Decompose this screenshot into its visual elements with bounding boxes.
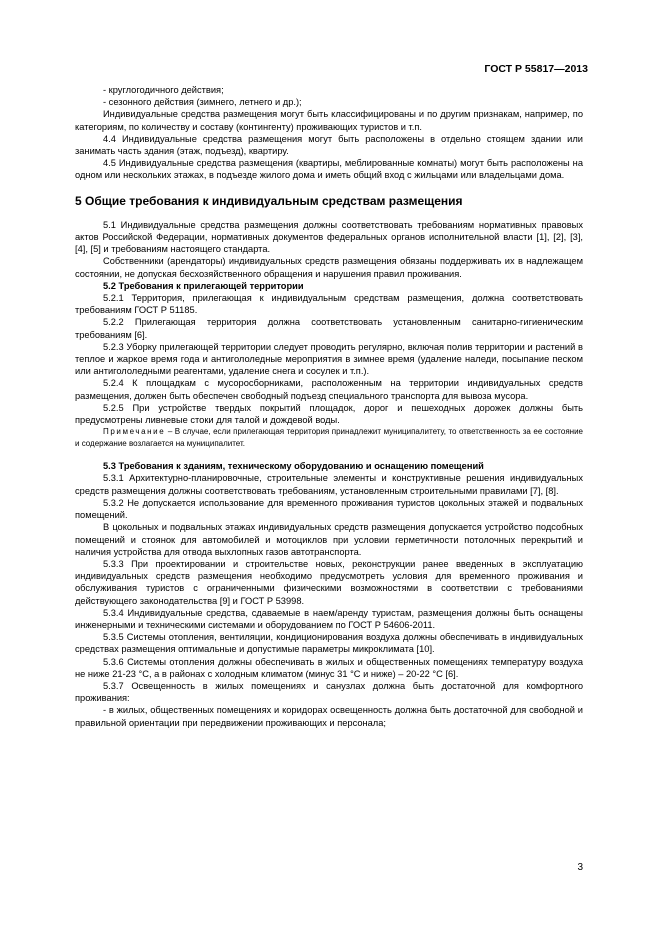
paragraph: 5.3.5 Системы отопления, вентиляции, кондиционирования воздуха должны обеспечивать в индивидуальных средствах размещения оптимальные и допустимые параметры микроклимата [10]. [75,632,583,655]
list-item: - круглогодичного действия; [103,85,224,95]
paragraph: 5.2.4 К площадкам с мусоросборниками, расположенным на территории индивидуальных средств размещения, должен быть обеспечен свободный подъезд специального транспорта для вывоза мусора. [75,378,583,401]
note-label: Примечание [103,427,166,437]
paragraph: 5.3.6 Системы отопления должны обеспечивать в жилых и общественных помещениях температуру воздуха не ниже 21-23 °С, а в районах с холодным климатом (минус 31 °С и ниже) – 20-22 °С [6]. [75,656,583,679]
note [75,426,583,449]
paragraph: Индивидуальные средства размещения могут быть классифицированы и по другим признакам, например, по категориям, по количеству и составу (контингенту) проживающих туристов и т.п. [75,109,583,132]
page-number: 3 [577,862,583,873]
subsection-title: 5.2 Требования к прилегающей территории [103,280,304,291]
subsection-title: 5.3 Требования к зданиям, техническому оборудованию и оснащению помещений [103,461,484,472]
standard-header: ГОСТ Р 55817—2013 [484,63,588,75]
paragraph: 4.4 Индивидуальные средства размещения могут быть расположены в отдельно стоящем здании или занимать часть здания (этаж, подъезд), квартиру. [75,133,583,157]
paragraph: 5.3.2 Не допускается использование для временного проживания туристов цокольных этажей и подвальных помещений. [75,497,583,521]
paragraph: 5.2.3 Уборку прилегающей территории следует проводить регулярно, включая полив территории и растений в теплое и жаркое время года и антигололедные мероприятия в зимнее время (удаление наледи, посыпание песком или антигололедными реагентами, удаление снега и сосулек и т.п.). [75,341,583,377]
paragraph: 5.2.5 При устройстве твердых покрытий площадок, дорог и пешеходных дорожек должны быть предусмотрены ливневые стоки для талой и дождевой воды. [75,402,583,426]
document-body [75,84,583,729]
section-title: 5 Общие требования к индивидуальным средствам размещения [75,193,463,208]
paragraph: 5.1 Индивидуальные средства размещения должны соответствовать требованиям нормативных правовых актов Российской Федерации, нормативных документов федеральных органов исполнительной власти [1], [2], [3], [4], [5] и требованиям настоящего стандарта. [75,219,583,255]
list-item: - сезонного действия (зимнего, летнего и др.); [103,97,302,108]
paragraph: 5.3.1 Архитектурно-планировочные, строительные элементы и конструктивные решения индивидуальных средств размещения должны соответствовать требованиям, установленным строительными правилами [7], [8]. [75,473,583,496]
paragraph: 5.3.3 При проектировании и строительстве новых, реконструкции ранее введенных в эксплуатацию индивидуальных средств размещения необходимо предусмотреть условия для временного проживания и обслуживания туристов с ограниченными физическими возможностями в соответствии с требованиями действующего законодательства [9] и ГОСТ Р 53998. [75,558,583,606]
paragraph: 4.5 Индивидуальные средства размещения (квартиры, меблированные комнаты) могут быть расположены на одном или нескольких этажах, в подъезде жилого дома и иметь общий вход с жильцами или владельцами дома. [75,158,583,181]
paragraph: В цокольных и подвальных этажах индивидуальных средств размещения допускается устройство подсобных помещений и стоянок для автомобилей и мотоциклов при условии герметичности потолочных перекрытий и наличия устройства для отвода выхлопных газов автотранспорта. [75,522,583,557]
paragraph: 5.2.2 Прилегающая территория должна соответствовать установленным санитарно-гигиеническим требованиям [6]. [75,317,583,340]
paragraph: 5.2.1 Территория, прилегающая к индивидуальным средствам размещения, должна соответствовать требованиям ГОСТ Р 51185. [75,293,583,316]
note-text: – В случае, если прилегающая территория принадлежит муниципалитету, то ответственность за ее состояние и содержание возлагается на муниципалитет. [75,427,583,448]
paragraph: Собственники (арендаторы) индивидуальных средств размещения обязаны поддерживать их в надлежащем состоянии, не допуская бесхозяйственного обращения и нарушения правил проживания. [75,256,583,279]
list-item: - в жилых, общественных помещениях и коридорах освещенность должна быть достаточной для свободной и правильной ориентации при передвижении проживающих и персонала; [75,705,583,728]
paragraph: 5.3.7 Освещенность в жилых помещениях и санузлах должна быть достаточной для комфортного проживания: [75,680,583,704]
paragraph: 5.3.4 Индивидуальные средства, сдаваемые в наем/аренду туристам, размещения должны быть оснащены инженерными и техническими системами и оборудованием по ГОСТ Р 54606-2011. [75,607,583,630]
